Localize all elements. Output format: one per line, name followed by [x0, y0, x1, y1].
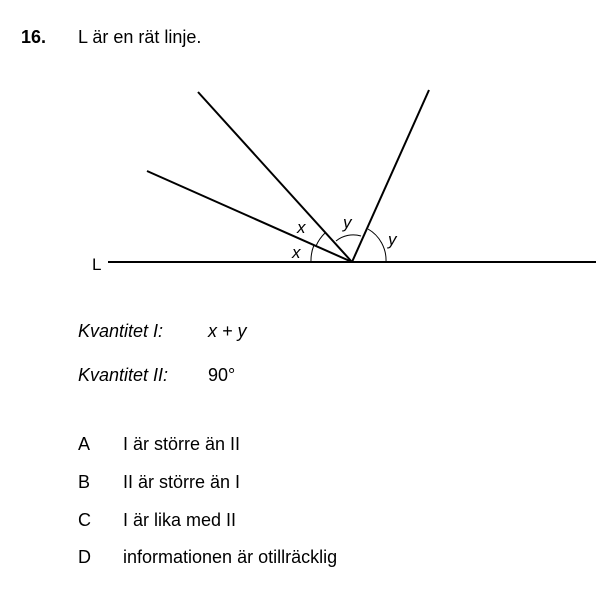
option-d-letter: D [78, 547, 91, 567]
quantity-2-label: Kvantitet II: [78, 365, 169, 385]
option-b-text: II är större än I [123, 472, 241, 492]
option-b-letter: B [78, 472, 91, 492]
angle-label-y-right: y [388, 230, 397, 249]
angle-label-x-upper: x [297, 218, 306, 237]
question-number: 16. [21, 27, 47, 47]
quantity-2-value: 90° [208, 365, 236, 385]
line-l-label: L [92, 255, 102, 274]
option-a-text: I är större än II [123, 434, 241, 454]
quantity-1-value: x + y [208, 321, 247, 341]
ray-lower-left [147, 171, 352, 262]
question-text: L är en rät linje. [78, 27, 202, 47]
quantity-1-label: Kvantitet I: [78, 321, 164, 341]
option-d-text: informationen är otillräcklig [123, 547, 338, 567]
option-c-letter: C [78, 510, 91, 530]
angle-label-y-left: y [343, 213, 352, 232]
option-c-text: I är lika med II [123, 510, 237, 530]
ray-upper-left [198, 92, 352, 262]
arc-x-lower [311, 245, 314, 262]
arc-x-upper [316, 233, 325, 246]
arc-y-right [368, 229, 386, 262]
option-a-letter: A [78, 434, 91, 454]
arc-y-left [336, 235, 361, 241]
angle-label-x-lower: x [292, 243, 301, 262]
